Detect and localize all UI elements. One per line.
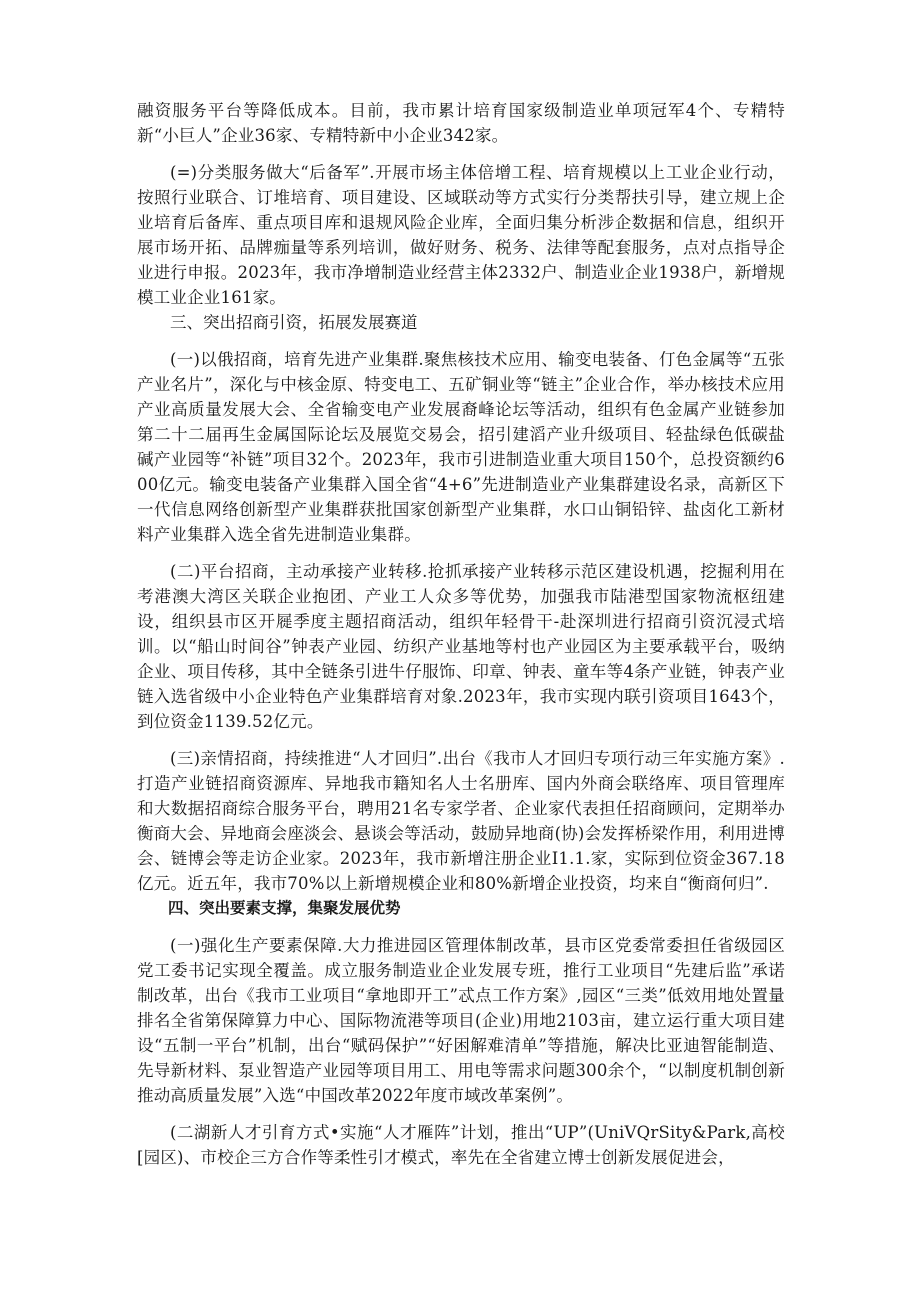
document-body <box>137 98 785 1170</box>
paragraph-talent-cultivation: (二湖新人才引育方式•实施“人才雁阵”计划，推出“UP”(UniVQrSity&Park,高校[园区)、市校企三方合作等柔性引才模式，率先在全省建立博士创新发展促进会， <box>137 1123 785 1167</box>
section-heading-investment: 三、突出招商引资，拓展发展赛道 <box>170 313 418 332</box>
paragraph-platform-investment: (二)平台招商，主动承接产业转移.抢抓承接产业转移示范区建设机遇，挖掘利用在考港澳大湾区关联企业抱团、产业工人众多等优势，加强我市陆港型国家物流枢纽建设，组织县市区开屣季度主题招商活动，组织年轻骨干-赴深圳进行招商引资沉浸式培训。以“船山时间谷”钟表产业园、纺织产业基地等村也产业园区为主要承载平台，吸纳企业、项目传移，其中全链条引进牛仔服饰、印章、钟表、童车等4条产业链，钟表产业链入选省级中小企业特色产业集群培育对象.2023年，我市实现内联引资项目1643个，到位资金1139.52亿元。 <box>137 562 785 731</box>
paragraph-production-factors: (一)强化生产要素保障.大力推进园区管理体制改革，县市区党委常委担任省级园区党工委书记实现全覆盖。成立服务制造业企业发展专班，推行工业项目“先建后监”承诺制改革，出台《我市工业项目“拿地即开工”忒点工作方案》,园区“三类”低效用地处置量排名全省第保障算力中心、国际物流港等项目(企业)用地2103亩，建立运行重大项目建设“五制一平台”机制，出台“赋码保护”“好困解难清单”等措施，解决比亚迪智能制造、先导新材料、泵业智造产业园等项目用工、用电等需求问题300余个，“以制度机制创新推动高质量发展”入选“中国改革2022年度市域改革案例”。 <box>137 936 785 1105</box>
paragraph-talent-return: (三)亲情招商，持续推进“人才回归”.出台《我市人才回归专项行动三年实施方案》.打造产业链招商资源库、异地我市籍知名人士名册库、国内外商会联络库、项目管理库和大数据招商综合服务平台，聘用21名专家学者、企业家代表担任招商顾问，定期举办衡商大会、异地商会座淡会、悬谈会等活动，鼓励异地商(协)会发挥桥梁作用，利用进博会、链博会等走访企业家。2023年，我市新增注册企业I1.1.家，实际到位资金367.18亿元。近五年，我市70%以上新增规模企业和80%新增企业投资，均来自“衡商何归”. <box>137 749 785 893</box>
paragraph-financing-platform: 融资服务平台等降低成本。目前，我市累计培育国家级制造业单项冠军4个、专精特新“小巨人”企业36家、专精特新中小企业342家。 <box>137 101 785 145</box>
section-heading-factor-support: 四、突出要素支撑，集聚发展优势 <box>168 899 401 917</box>
paragraph-industry-clusters: (一)以俄招商，培育先进产业集群.聚焦核技术应用、输变电装备、仃色金属等“五张产业名片”，深化与中核金原、特变电工、五矿铜业等“链主”企业合作，举办核技术应用产业高质量发展大会、全省输变电产业发展裔峰论坛等活动，组织有色金属产业链参加第二十二届再生金属国际论坛及展览交易会，招引建滔产业升级项目、轻盐绿色低碳盐碱产业园等“补链”项目32个。2023年，我市引进制造业重大项目150个，总投资额约600亿元。输变电装备产业集群入国全省“4+6”先进制造业产业集群建设名录，高新区下一代信息网络创新型产业集群获批国家创新型产业集群，水口山铜铅锌、盐卤化工新材料产业集群入选全省先进制造业集群。 <box>137 350 785 544</box>
paragraph-category-services: (=)分类服务做大“后备军”.开展市场主体倍增工程、培育规模以上工业企业行动，按照行业联合、订堆培育、项目建设、区域联动等方式实行分类帮扶引导，建立规上企业培育后备库、重点项目库和退规风险企业库，全面归集分析涉企数据和信息，组织开展市场开拓、品牌痂量等系列培训，做好财务、税务、法律等配套服务，点对点指导企业进行申报。2023年，我市净增制造业经营主体2332户、制造业企业1938户，新增规模工业企业161家。 <box>137 163 785 307</box>
